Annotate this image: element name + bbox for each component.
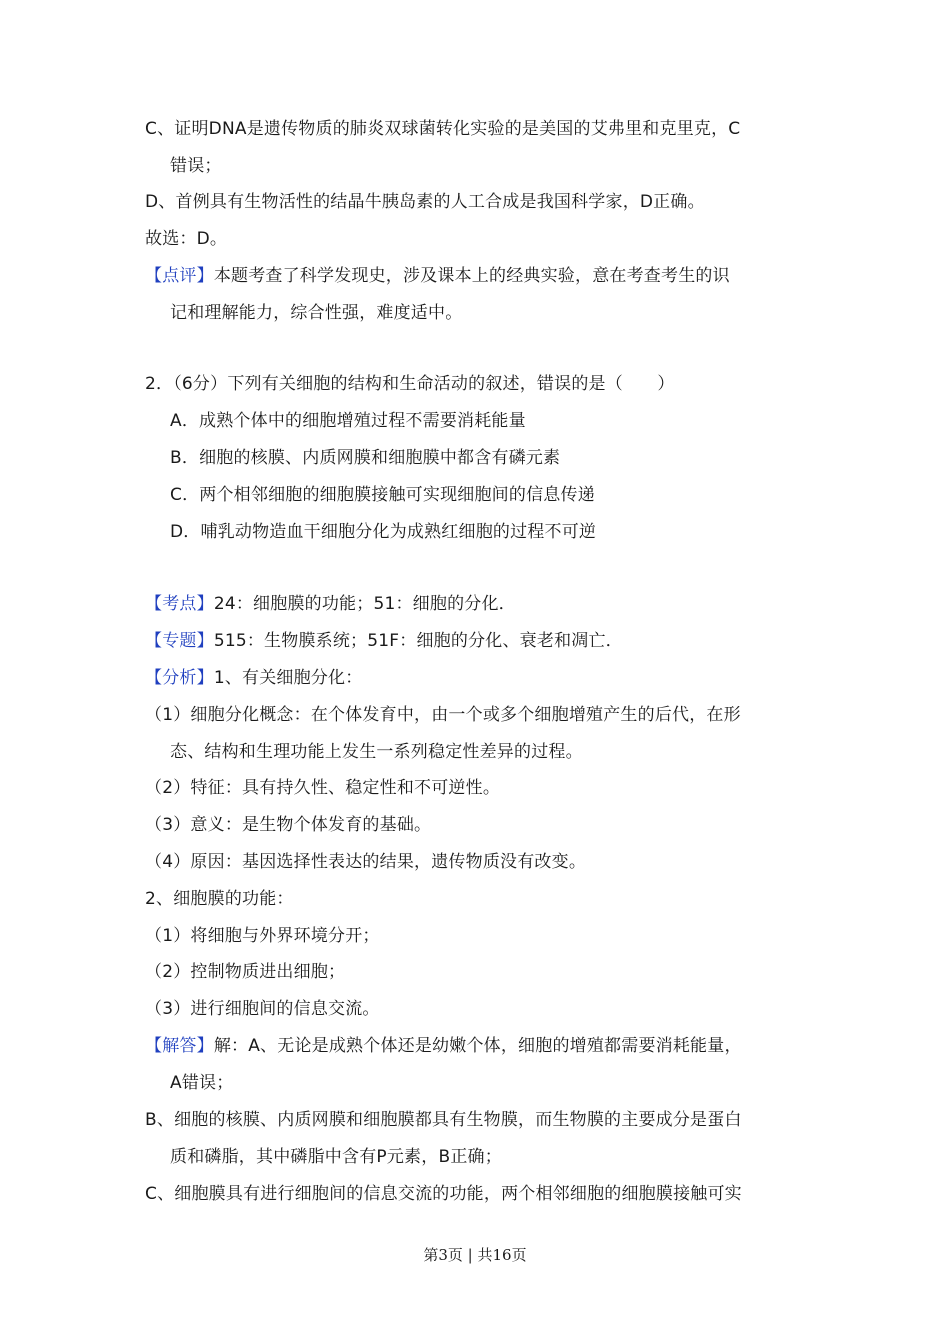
text-line: D、首例具有生物活性的结晶牛胰岛素的人工合成是我国科学家，D正确。 xyxy=(145,192,705,212)
zhuanti-text: 515：生物膜系统；51F：细胞的分化、衰老和凋亡． xyxy=(213,631,623,651)
comment-line xyxy=(145,264,730,288)
option-c: C．两个相邻细胞的细胞膜接触可实现细胞间的信息传递 xyxy=(170,485,595,505)
fenxi-tag: 【分析】 xyxy=(145,668,214,688)
jieda-text: 解：A、无论是成熟个体还是幼嫩个体，细胞的增殖都需要消耗能量， xyxy=(213,1036,742,1056)
text-line: （3）意义：是生物个体发育的基础。 xyxy=(145,815,432,835)
fenxi-text: 1、有关细胞分化： xyxy=(213,668,363,688)
kaodian-tag: 【考点】 xyxy=(145,594,214,614)
fenxi-line xyxy=(145,666,362,690)
option-b: B．细胞的核膜、内质网膜和细胞膜中都含有磷元素 xyxy=(170,448,561,468)
text-line: 错误； xyxy=(170,156,222,176)
text-line: A错误； xyxy=(170,1073,234,1093)
text-line: （3）进行细胞间的信息交流。 xyxy=(145,999,380,1019)
option-a: A．成熟个体中的细胞增殖过程不需要消耗能量 xyxy=(170,411,526,431)
comment-tag: 【点评】 xyxy=(145,266,214,286)
page-footer: 第3页 | 共16页 xyxy=(423,1246,527,1264)
text-line: （2）控制物质进出细胞； xyxy=(145,962,346,982)
text-line: 2、细胞膜的功能： xyxy=(145,889,294,909)
kaodian-line xyxy=(145,592,516,616)
comment-text: 本题考查了科学发现史，涉及课本上的经典实验，意在考查考生的识 xyxy=(213,266,730,286)
text-line: （1）将细胞与外界环境分开； xyxy=(145,926,380,946)
zhuanti-tag: 【专题】 xyxy=(145,631,214,651)
text-line: B、细胞的核膜、内质网膜和细胞膜都具有生物膜，而生物膜的主要成分是蛋白 xyxy=(145,1110,742,1130)
text-line: C、细胞膜具有进行细胞间的信息交流的功能，两个相邻细胞的细胞膜接触可实 xyxy=(145,1184,742,1204)
question-stem: 2．（6分）下列有关细胞的结构和生命活动的叙述，错误的是（ ） xyxy=(145,374,675,394)
zhuanti-line xyxy=(145,629,623,653)
text-line: （4）原因：基因选择性表达的结果，遗传物质没有改变。 xyxy=(145,852,587,872)
jieda-tag: 【解答】 xyxy=(145,1036,214,1056)
text-line: （1）细胞分化概念：在个体发育中，由一个或多个细胞增殖产生的后代，在形 xyxy=(145,705,741,725)
jieda-line xyxy=(145,1034,742,1058)
kaodian-text: 24：细胞膜的功能；51：细胞的分化． xyxy=(213,594,516,614)
text-line: 质和磷脂，其中磷脂中含有P元素，B正确； xyxy=(170,1147,502,1167)
text-line: 记和理解能力，综合性强，难度适中。 xyxy=(170,303,463,323)
option-d: D．哺乳动物造血干细胞分化为成熟红细胞的过程不可逆 xyxy=(170,522,597,542)
text-line: C、证明DNA是遗传物质的肺炎双球菌转化实验的是美国的艾弗里和克里克，C xyxy=(145,119,741,139)
answer-line: 故选：D。 xyxy=(145,229,228,249)
text-line: 态、结构和生理功能上发生一系列稳定性差异的过程。 xyxy=(170,742,583,762)
text-line: （2）特征：具有持久性、稳定性和不可逆性。 xyxy=(145,778,501,798)
